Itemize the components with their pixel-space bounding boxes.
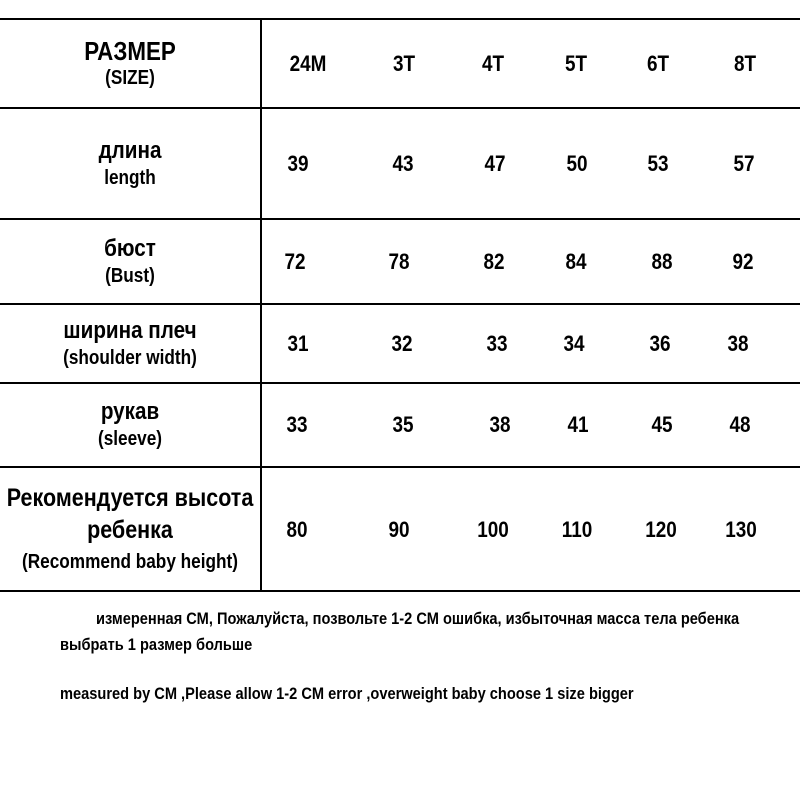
table-row-length [0, 108, 800, 219]
table-cell: 43 [392, 150, 414, 176]
table-row-shoulder-width [0, 304, 800, 383]
table-cell: 32 [391, 330, 413, 356]
table-cell: 39 [287, 150, 309, 176]
table-cell: 38 [727, 330, 749, 356]
row-label-en: (Bust) [105, 264, 155, 287]
row-label-en: (Recommend baby height) [22, 550, 238, 573]
size-header-cell: 6T [646, 51, 670, 76]
table-cell: 45 [651, 412, 673, 437]
table-cell: 120 [645, 516, 677, 542]
table-cell: 88 [651, 248, 673, 274]
size-label-ru: РАЗМЕР [84, 36, 176, 66]
row-label-ru: Рекомендуется высота [6, 483, 254, 512]
note-ru-line-1: измеренная СМ, Пожалуйста, позвольте 1-2 СМ ошибка, избыточная масса тела ребенка [96, 609, 740, 628]
row-label-en: (shoulder width) [63, 346, 197, 369]
table-cell: 41 [567, 412, 589, 437]
table-cell: 92 [732, 248, 754, 274]
row-label-ru: ребенка [87, 515, 173, 544]
table-cell: 130 [725, 516, 757, 542]
table-cell: 47 [484, 150, 506, 176]
table-row-recommended-height [0, 467, 800, 592]
row-label-cell [18, 304, 242, 383]
table-cell: 33 [286, 412, 308, 437]
table-cell: 48 [729, 412, 751, 437]
header-row [0, 20, 800, 108]
table-cell: 72 [284, 248, 306, 274]
table-cell: 90 [388, 516, 410, 542]
row-label-en: (sleeve) [97, 428, 163, 450]
size-header-cell: 3T [392, 51, 416, 76]
table-cell: 82 [483, 248, 505, 274]
row-label-cell [18, 383, 242, 467]
size-header-cell: 5T [564, 51, 588, 76]
size-label-en: (SIZE) [105, 67, 155, 89]
table-row-bust [0, 219, 800, 304]
note-ru-line-2: выбрать 1 размер больше [60, 635, 253, 654]
row-label-en: length [104, 166, 156, 189]
size-chart-table [0, 18, 800, 592]
table-cell: 36 [649, 330, 671, 356]
row-label-ru: ширина плеч [63, 316, 197, 344]
table-cell: 34 [563, 330, 585, 356]
table-cell: 84 [565, 248, 587, 274]
row-label-cell [18, 108, 242, 219]
table-cell: 80 [286, 516, 308, 542]
table-cell: 50 [566, 150, 588, 176]
size-header-cell: 4T [481, 51, 505, 76]
row-label-ru: рукав [100, 398, 160, 425]
row-label-ru: бюст [104, 234, 156, 262]
table-row-sleeve [0, 383, 800, 467]
table-cell: 57 [733, 150, 755, 176]
table-cell: 78 [388, 248, 410, 274]
note-en: measured by CM ,Please allow 1-2 CM error ,overweight baby choose 1 size bigger [60, 684, 634, 703]
table-cell: 35 [392, 412, 414, 437]
size-header-cell: 8T [733, 51, 757, 76]
table-cell: 38 [489, 412, 511, 437]
row-label-ru: длина [98, 136, 162, 164]
size-header-cell: 24M [289, 51, 327, 76]
table-cell: 33 [486, 330, 508, 356]
header-label-cell [18, 20, 242, 108]
table-cell: 31 [287, 330, 309, 356]
table-cell: 100 [477, 516, 509, 542]
row-label-cell [6, 467, 254, 592]
row-label-cell [18, 219, 242, 304]
table-cell: 110 [561, 516, 593, 542]
table-cell: 53 [647, 150, 669, 176]
